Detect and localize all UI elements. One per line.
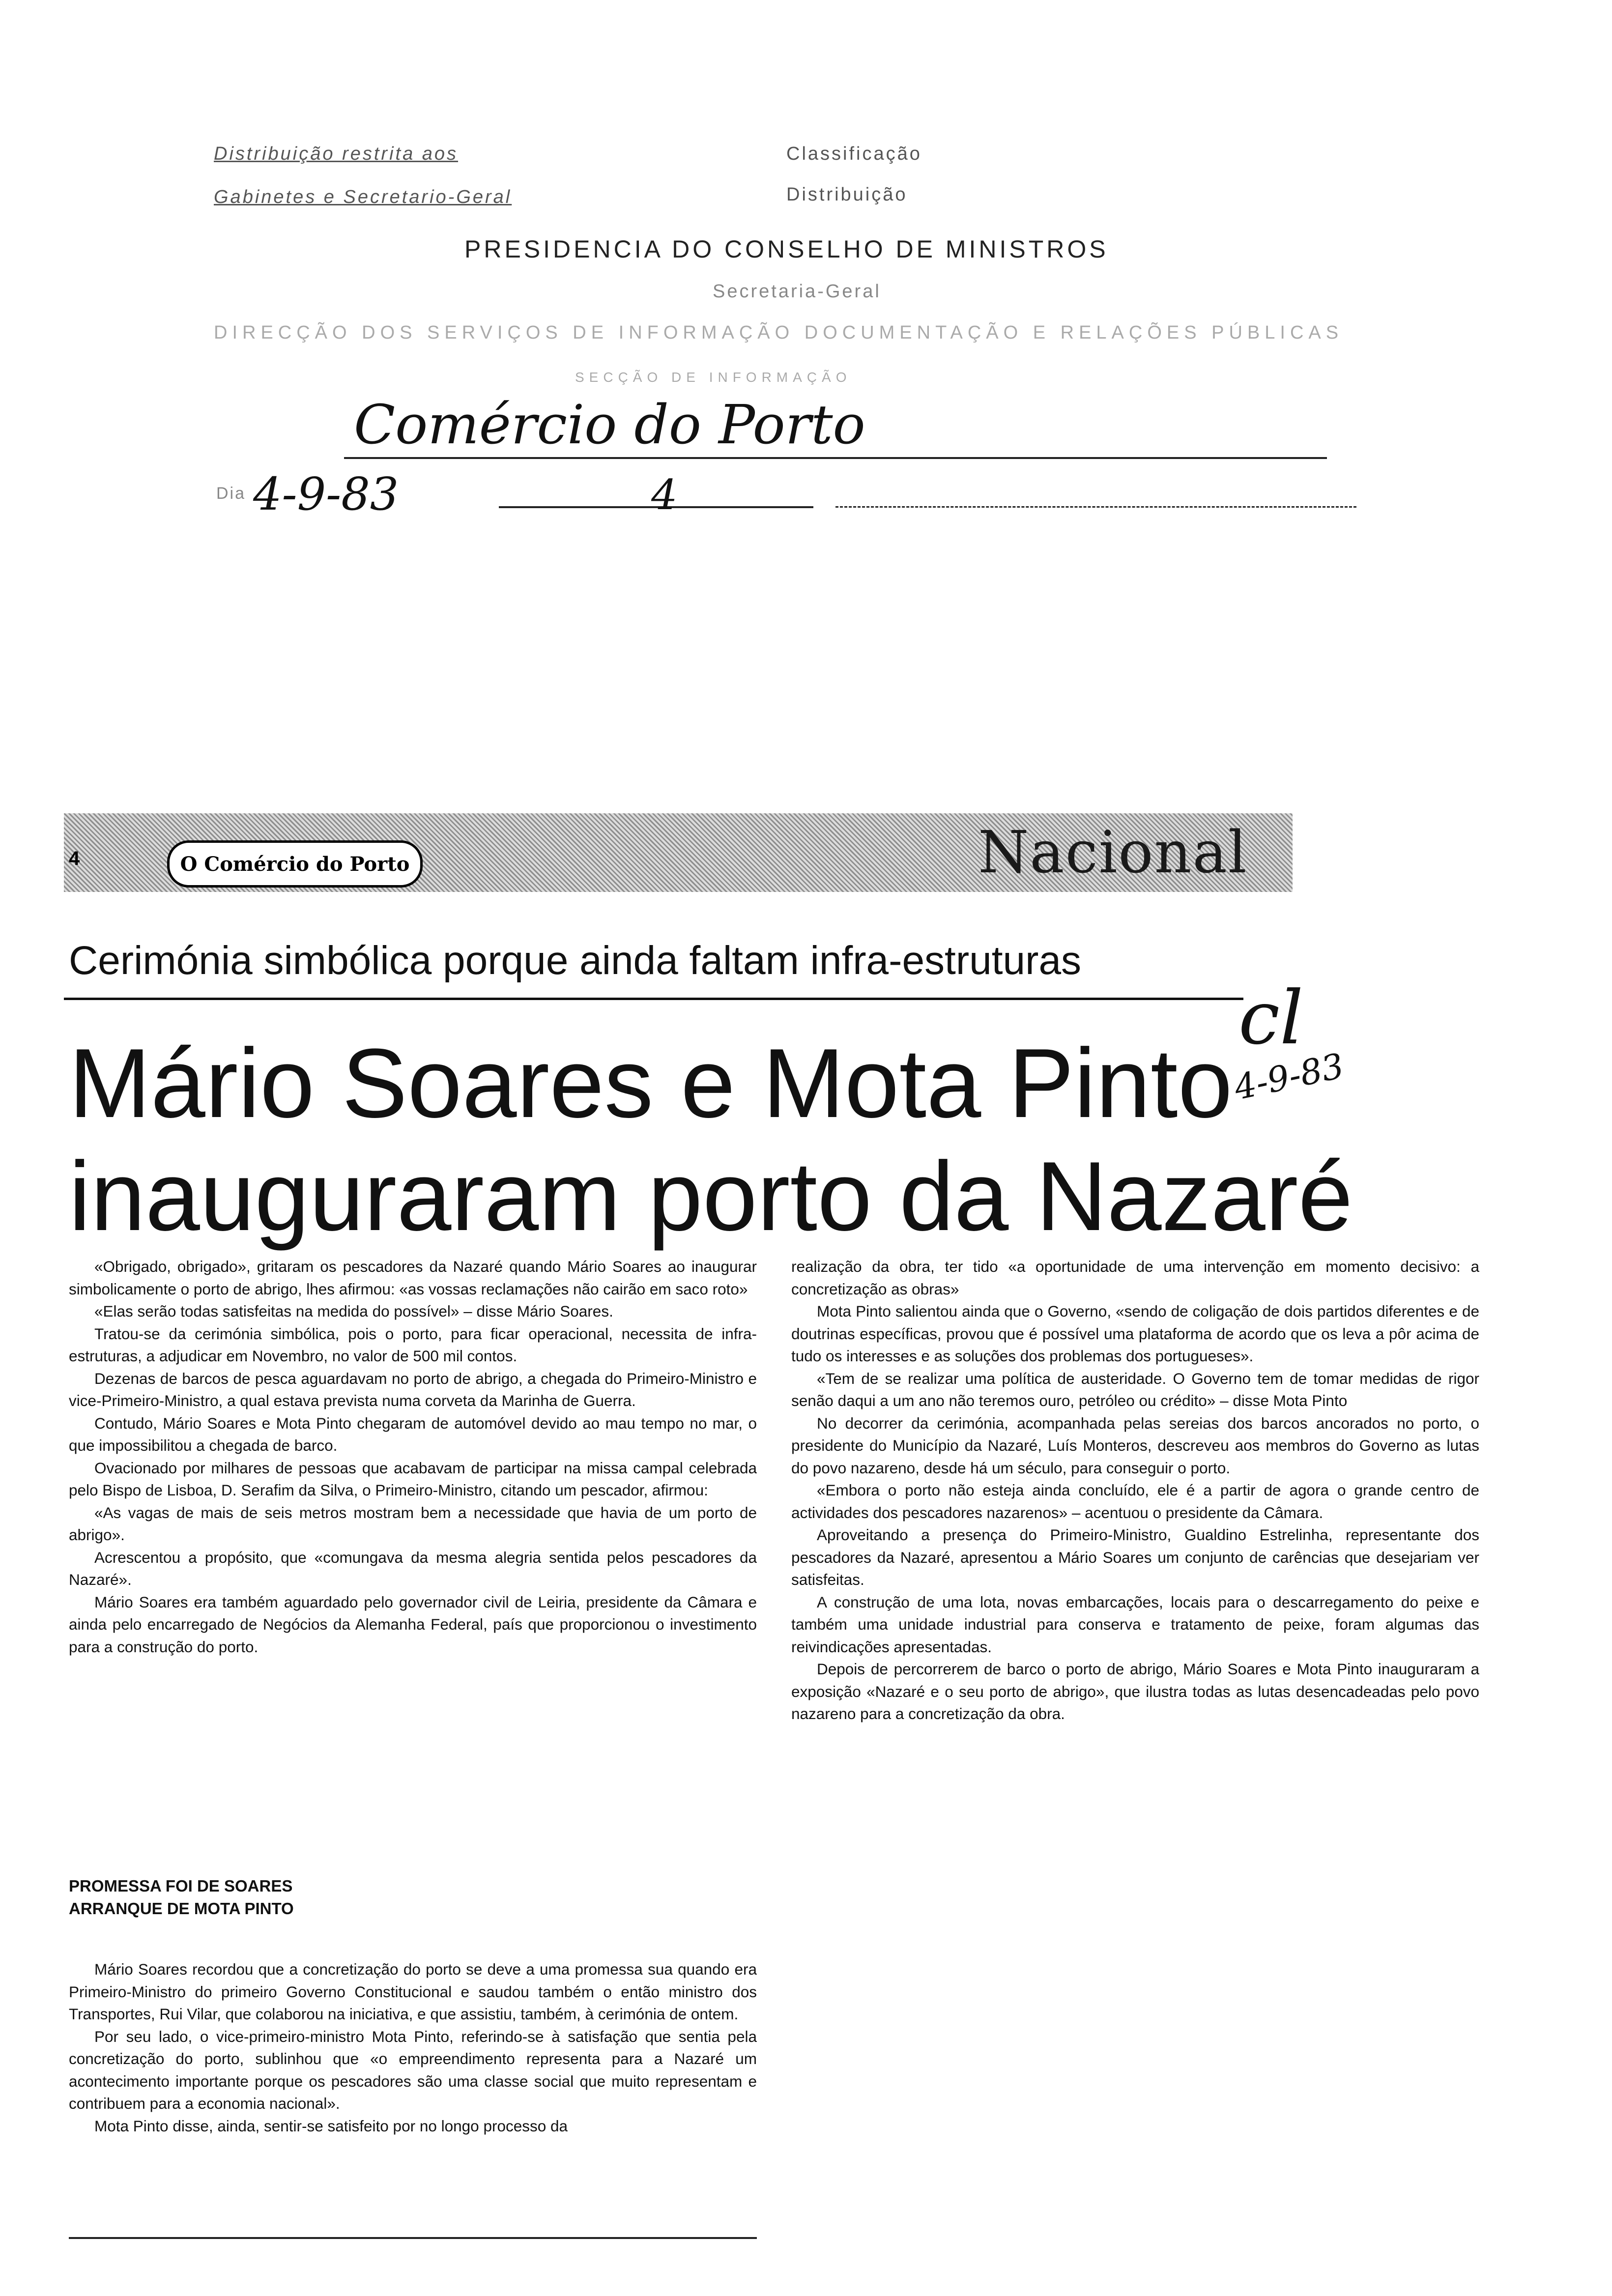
left-paragraph: Mota Pinto disse, ainda, sentir-se satisfeito por no longo processo da <box>94 2117 568 2135</box>
right-paragraph: «Tem de se realizar uma política de austeridade. O Governo tem de tomar medidas de rigor senão daqui a um ano não teremos ouro, petróleo ou crédito» – disse Mota Pinto <box>791 1369 1479 1409</box>
section-name: Nacional <box>978 818 1248 886</box>
presidency-heading: PRESIDENCIA DO CONSELHO DE MINISTROS <box>464 235 1109 263</box>
date-label: Dia <box>216 484 246 503</box>
left-paragraph: «As vagas de mais de seis metros mostram bem a necessidade que havia de um porto de abrigo». <box>69 1503 757 1544</box>
remarks-line <box>835 506 1356 508</box>
right-paragraph: A construção de uma lota, novas embarcações, locais para o descarregamento do peixe e também uma unidade industrial para conserva e tratamento de peixe, foram algumas das reivindicações apresentadas. <box>791 1593 1479 1656</box>
date-handwritten: 4-9-83 <box>253 468 399 520</box>
right-paragraph: Depois de percorrerem de barco o porto de abrigo, Mário Soares e Mota Pinto inauguraram a exposição «Nazaré e o seu porto de abrigo», que ilustra todas as lutas desencadeadas pelo povo nazareno para a concretização da obra. <box>791 1660 1479 1722</box>
right-paragraph: «Embora o porto não esteja ainda concluído, ele é a partir de agora o grande centro de actividades dos pescadores nazarenos» – acentuou o presidente da Câmara. <box>791 1481 1479 1521</box>
distribution-restriction-line2: Gabinetes e Secretario-Geral <box>214 187 512 207</box>
subheading-line-2: ARRANQUE DE MOTA PINTO <box>69 1899 294 1918</box>
left-paragraph: «Obrigado, obrigado», gritaram os pescadores da Nazaré quando Mário Soares ao inaugurar simbolicamente o porto de abrigo, lhes afirmou: «as vossas reclamações não cairão em saco roto» <box>69 1258 757 1298</box>
article-kicker: Cerimónia simbólica porque ainda faltam infra-estruturas <box>69 938 1082 983</box>
distribution-label: Distribuição <box>786 184 908 205</box>
subheading-line-1: PROMESSA FOI DE SOARES <box>69 1877 293 1895</box>
classification-label: Classificação <box>786 144 922 164</box>
newspaper-page-number: 4 <box>69 848 80 869</box>
publication-handwritten: Comércio do Porto <box>354 393 865 456</box>
bottom-rule <box>69 2237 757 2239</box>
left-paragraph: Mário Soares recordou que a concretização do porto se deve a uma promessa sua quando era Primeiro-Ministro do primeiro Governo Constitucional e saudou também o então ministro dos Transportes, Rui Vilar, que colaborou na iniciativa, e que assistiu, também, à cerimónia de ontem. <box>69 1960 757 2023</box>
left-paragraph: Tratou-se da cerimónia simbólica, pois o porto, para ficar operacional, necessita de infra-estruturas, a adjudicar em Novembro, no valor de 500 mil contos. <box>69 1324 757 1365</box>
right-paragraph: Mota Pinto salientou ainda que o Governo, «sendo de coligação de dois partidos diferentes e de doutrinas específicas, provou que é possível uma plataforma de acordo que os leva a pôr acima de tudo os interesses e as soluções dos problemas dos portugueses». <box>791 1302 1479 1365</box>
margin-initials-handwritten: cl <box>1238 976 1303 1061</box>
right-paragraph: No decorrer da cerimónia, acompanhada pelas sereias dos barcos ancorados no porto, o presidente do Município da Nazaré, Luís Monteros, descreveu aos membros do Governo as lutas do povo nazareno, desde há um século, para conseguir o porto. <box>791 1414 1479 1477</box>
right-paragraph: realização da obra, ter tido «a oportunidade de uma intervenção em momento decisivo: a concretização as obras» <box>791 1258 1479 1298</box>
article-left-column <box>69 1256 757 1658</box>
directorate-line: DIRECÇÃO DOS SERVIÇOS DE INFORMAÇÃO DOCUMENTAÇÃO E RELAÇÕES PÚBLICAS <box>214 322 1344 343</box>
left-paragraph: Mário Soares era também aguardado pelo governador civil de Leiria, presidente da Câmara e ainda pelo encarregado de Negócios da Alemanha Federal, país que proporcionou o investimento para a construção do porto. <box>69 1593 757 1656</box>
left-paragraph: Contudo, Mário Soares e Mota Pinto chegaram de automóvel devido ao mau tempo no mar, o que impossibilitou a chegada de barco. <box>69 1414 757 1454</box>
secretariat-label: Secretaria-Geral <box>713 281 881 302</box>
page-handwritten: 4 <box>651 471 678 519</box>
newspaper-masthead <box>167 840 423 888</box>
masthead-title: O Comércio do Porto <box>180 852 410 876</box>
publication-line <box>344 457 1327 459</box>
subheading-block <box>69 1875 757 1920</box>
service-line: SECÇÃO DE INFORMAÇÃO <box>575 370 852 385</box>
left-paragraph: «Elas serão todas satisfeitas na medida do possível» – disse Mário Soares. <box>94 1302 613 1320</box>
right-paragraph: Aproveitando a presença do Primeiro-Ministro, Gualdino Estrelinha, representante dos pescadores da Nazaré, apresentou a Mário Soares um conjunto de carências que desejariam ver satisfeitas. <box>791 1526 1479 1588</box>
article-left-column-continued <box>69 1958 757 2137</box>
left-paragraph: Por seu lado, o vice-primeiro-ministro Mota Pinto, referindo-se à satisfação que sentia pela concretização do porto, sublinhou que «o empreendimento representa para a Nazaré um acontecimento importante porque os pescadores são uma classe social que muito representam e contribuem para a economia nacional». <box>69 2027 757 2112</box>
left-paragraph: Ovacionado por milhares de pessoas que acabavam de participar na missa campal celebrada pelo Bispo de Lisboa, D. Serafim da Silva, o Primeiro-Ministro, citando um pescador, afirmou: <box>69 1459 757 1499</box>
article-right-column <box>791 1256 1479 1725</box>
headline-line-2: inauguraram porto da Nazaré <box>69 1142 1353 1251</box>
left-paragraph: Acrescentou a propósito, que «comungava da mesma alegria sentida pelos pescadores da Nazaré». <box>69 1548 757 1588</box>
margin-date-handwritten: 4-9-83 <box>1230 1045 1348 1108</box>
distribution-restriction-line1: Distribuição restrita aos <box>214 144 459 164</box>
kicker-rule <box>64 998 1243 1000</box>
left-paragraph: Dezenas de barcos de pesca aguardavam no porto de abrigo, a chegada do Primeiro-Ministro e vice-Primeiro-Ministro, a qual estava prevista numa corveta da Marinha de Guerra. <box>69 1369 757 1409</box>
headline-line-1: Mário Soares e Mota Pinto <box>69 1029 1233 1138</box>
